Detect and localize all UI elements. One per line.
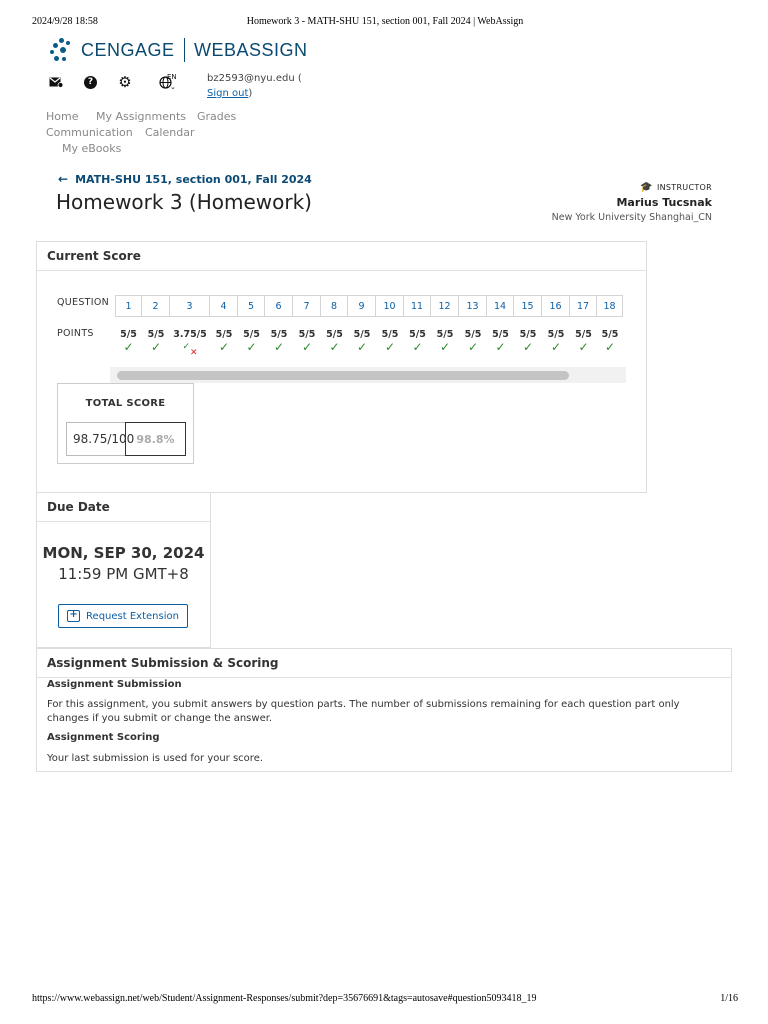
cengage-webassign-logo[interactable] [50, 38, 308, 62]
arrow-left-icon: ← [58, 172, 69, 186]
check-icon: ✓ [604, 340, 616, 354]
question-points [115, 329, 142, 355]
question-points [459, 329, 487, 355]
graduation-cap-icon: 🎓 [640, 182, 653, 193]
scrollbar-thumb[interactable] [117, 371, 569, 380]
mail-icon[interactable] [48, 74, 64, 90]
nav-calendar[interactable]: Calendar [145, 126, 195, 139]
points-value: 5/5 [436, 329, 454, 340]
question-points [321, 329, 348, 355]
submission-text: For this assignment, you submit answers by question parts. The number of submissions remaining for each question part only changes if you submit or change the answer. [47, 699, 680, 724]
check-icon: ✓ [439, 340, 451, 354]
submission-title: Assignment Submission [47, 679, 182, 690]
question-points [142, 329, 170, 355]
scoring-title: Assignment Scoring [47, 732, 160, 743]
gear-icon[interactable]: ⚙ [118, 73, 132, 91]
page-title: Homework 3 (Homework) [56, 190, 312, 214]
print-url: https://www.webassign.net/web/Student/Assignment-Responses/submit?dep=35676691&tags=autosave#question5093418_19 [32, 993, 537, 1004]
points-row-label: POINTS [57, 328, 94, 339]
question-link[interactable]: 9 [348, 295, 376, 317]
instructor-role: INSTRUCTOR [656, 183, 712, 192]
total-score-label: TOTAL SCORE [85, 398, 166, 409]
sign-out-suffix: ) [248, 88, 253, 99]
question-link[interactable]: 3 [170, 295, 210, 317]
due-date-card [36, 492, 211, 648]
question-points [238, 329, 265, 355]
request-extension-button[interactable] [58, 604, 188, 628]
points-value: 5/5 [243, 329, 260, 340]
print-title: Homework 3 - MATH-SHU 151, section 001, Fall 2024 | WebAssign [246, 16, 524, 27]
points-value: 5/5 [381, 329, 399, 340]
check-icon: ✓ [384, 340, 396, 354]
course-back-link[interactable] [58, 172, 312, 186]
question-link[interactable]: 11 [404, 295, 431, 317]
check-icon: ✓ [467, 340, 479, 354]
points-value: 5/5 [601, 329, 619, 340]
points-value: 5/5 [147, 329, 165, 340]
brand-webassign: WEBASSIGN [194, 39, 308, 60]
chevron-down-icon: ⌄ [170, 83, 176, 91]
instructor-school: New York University Shanghai_CN [551, 212, 712, 223]
question-row-label: QUESTION [57, 297, 110, 308]
language-code: EN [167, 73, 177, 81]
question-link[interactable]: 7 [293, 295, 321, 317]
question-link[interactable]: 1 [115, 295, 142, 317]
current-score-card [36, 241, 647, 493]
nav-my-ebooks[interactable]: My eBooks [62, 142, 122, 155]
check-icon: ✓ [522, 340, 534, 354]
points-value: 5/5 [492, 329, 509, 340]
print-page-number: 1/16 [720, 993, 738, 1004]
check-icon: ✓ [246, 340, 257, 354]
question-points [431, 329, 459, 355]
check-icon: ✓ [301, 340, 313, 354]
user-email: bz2593@nyu.edu ( [207, 73, 302, 84]
nav-communication[interactable]: Communication [46, 126, 133, 139]
question-points [404, 329, 431, 355]
due-date-heading: Due Date [37, 493, 210, 522]
points-value: 5/5 [353, 329, 371, 340]
question-link[interactable]: 10 [376, 295, 404, 317]
submission-scoring-card [36, 648, 732, 772]
question-link[interactable]: 16 [542, 295, 570, 317]
points-value: 5/5 [547, 329, 565, 340]
check-icon: ✓ [550, 340, 562, 354]
partial-credit-icon: $✓_✕$ [182, 342, 198, 358]
sign-out-link[interactable]: Sign out [207, 88, 249, 99]
question-link[interactable]: 17 [570, 295, 597, 317]
total-score-percent: 98.8% [125, 422, 186, 456]
brand-cengage: CENGAGE [81, 39, 175, 60]
help-icon[interactable]: ? [84, 76, 97, 89]
check-icon: ✓ [412, 340, 423, 354]
points-value: 5/5 [215, 329, 233, 340]
check-icon: ✓ [218, 340, 230, 354]
instructor-name: Marius Tucsnak [616, 196, 712, 209]
check-icon: ✓ [495, 340, 506, 354]
points-row [115, 329, 623, 358]
globe-icon[interactable] [153, 74, 177, 90]
brand-divider [184, 38, 186, 62]
question-link[interactable]: 4 [210, 295, 238, 317]
total-score-box [57, 383, 194, 464]
check-icon: ✓ [356, 340, 368, 354]
question-points [293, 329, 321, 355]
nav-home[interactable]: Home [46, 110, 79, 123]
due-date: MON, SEP 30, 2024 [42, 544, 205, 562]
check-icon: ✓ [329, 340, 340, 354]
points-value: 5/5 [409, 329, 426, 340]
print-date: 2024/9/28 18:58 [32, 16, 98, 27]
current-score-heading: Current Score [37, 242, 646, 271]
nav-grades[interactable]: Grades [197, 110, 237, 123]
question-link[interactable]: 2 [142, 295, 170, 317]
points-value: 5/5 [519, 329, 537, 340]
check-icon: ✓ [123, 340, 134, 354]
check-icon: ✓ [150, 340, 162, 354]
question-link[interactable]: 15 [514, 295, 542, 317]
points-value: 5/5 [298, 329, 316, 340]
course-name: MATH-SHU 151, section 001, Fall 2024 [75, 172, 312, 186]
question-points [170, 329, 210, 358]
question-link[interactable]: 8 [321, 295, 348, 317]
question-links [115, 295, 623, 317]
question-points [487, 329, 514, 355]
check-icon: ✓ [578, 340, 589, 354]
request-extension-label: Request Extension [86, 610, 179, 622]
horizontal-scrollbar[interactable] [110, 367, 626, 383]
points-value: 5/5 [120, 329, 137, 340]
question-link[interactable]: 6 [265, 295, 293, 317]
question-link[interactable]: 12 [431, 295, 459, 317]
question-points [376, 329, 404, 355]
user-info [207, 71, 302, 101]
nav-my-assignments[interactable]: My Assignments [96, 110, 186, 123]
utility-bar [48, 74, 195, 90]
scoring-text: Your last submission is used for your score. [47, 753, 264, 764]
points-value: 5/5 [575, 329, 592, 340]
points-value: 3.75/5 [173, 329, 207, 340]
question-points [542, 329, 570, 355]
points-value: 5/5 [270, 329, 288, 340]
question-points [348, 329, 376, 355]
question-points [514, 329, 542, 355]
question-link[interactable]: 14 [487, 295, 514, 317]
question-points [570, 329, 597, 355]
points-value: 5/5 [464, 329, 482, 340]
total-score-value: 98.75/100 [66, 422, 126, 456]
instructor-info [552, 182, 712, 223]
question-link[interactable]: 5 [238, 295, 265, 317]
question-link[interactable]: 13 [459, 295, 487, 317]
cengage-logo-icon [50, 38, 75, 62]
submission-scoring-heading: Assignment Submission & Scoring [37, 649, 731, 678]
question-points [210, 329, 238, 355]
question-link[interactable]: 18 [597, 295, 623, 317]
calendar-plus-icon: + [67, 610, 80, 622]
question-points [265, 329, 293, 355]
points-value: 5/5 [326, 329, 343, 340]
question-points [597, 329, 623, 355]
check-icon: ✓ [273, 340, 285, 354]
due-time: 11:59 PM GMT+8 [58, 565, 189, 583]
